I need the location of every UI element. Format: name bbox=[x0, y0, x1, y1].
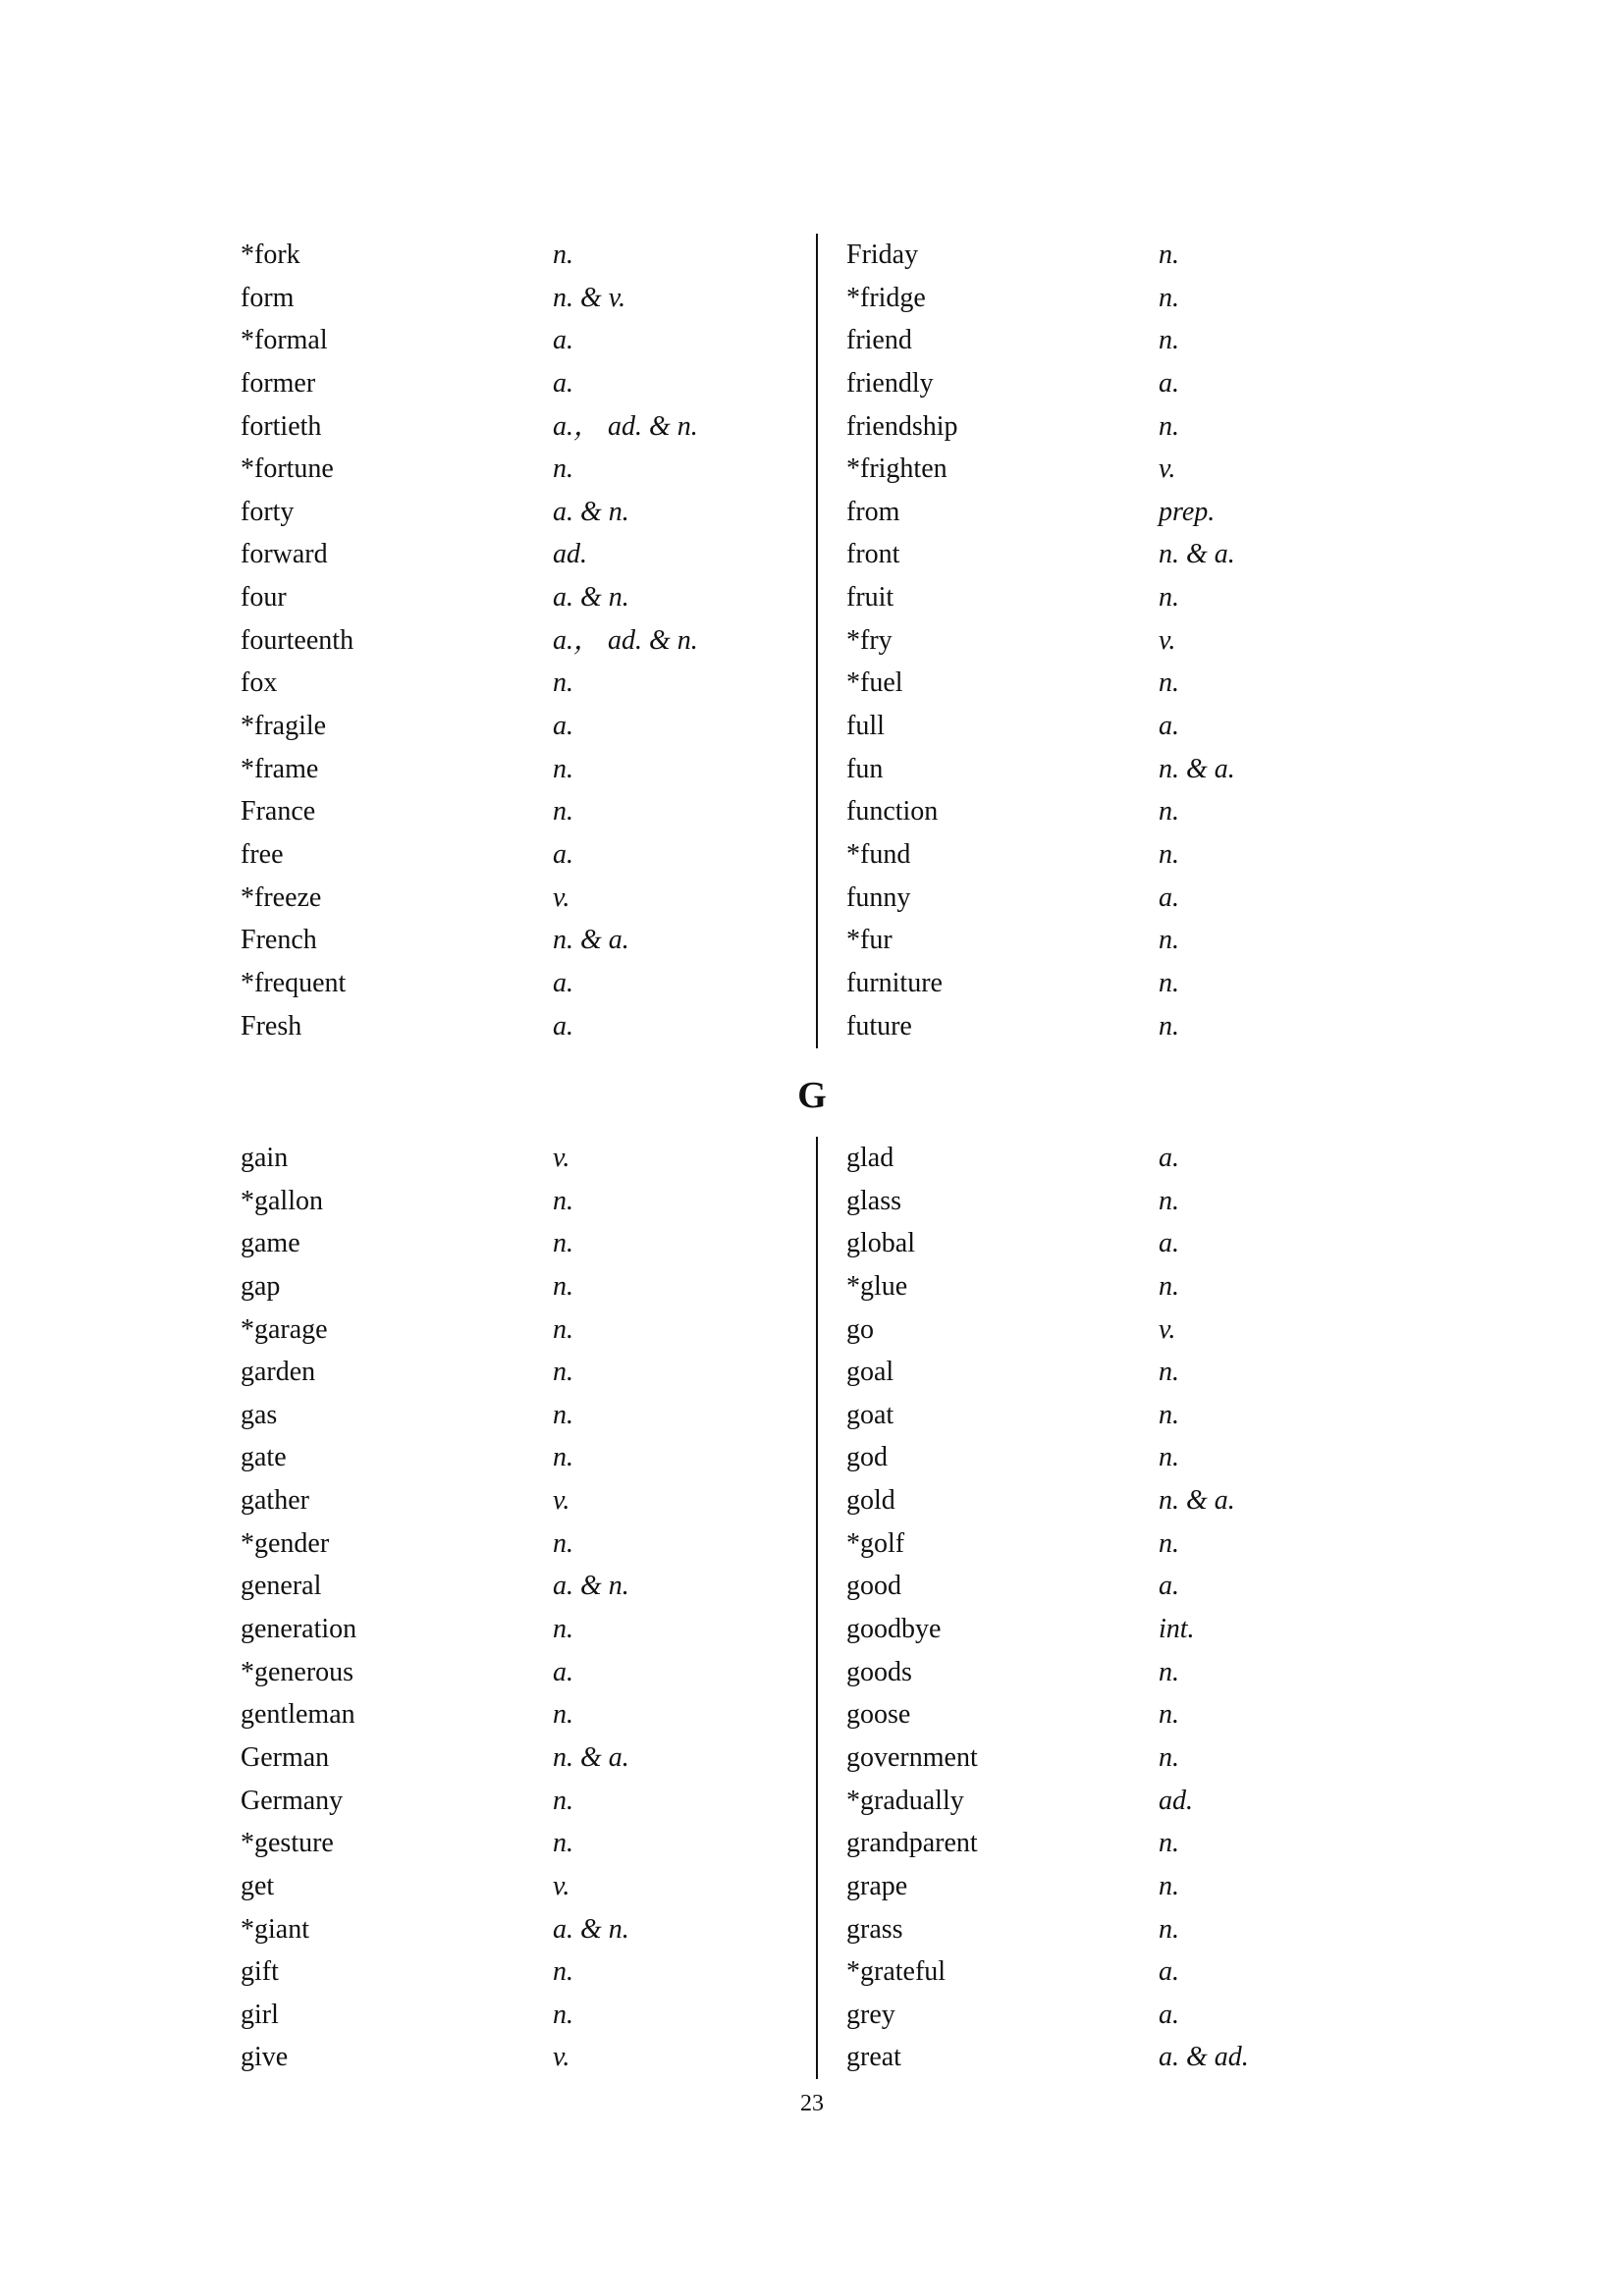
entry-part-of-speech: n. bbox=[1159, 796, 1179, 828]
entry-part-of-speech: v. bbox=[553, 1143, 570, 1173]
entry-word: friendship bbox=[846, 410, 958, 442]
entry-part-of-speech: n. bbox=[553, 1442, 573, 1473]
entry-word: *frame bbox=[241, 753, 319, 784]
entry-word: *giant bbox=[241, 1913, 309, 1945]
entry-part-of-speech: n. bbox=[553, 1357, 573, 1388]
left-column bbox=[241, 1137, 702, 2079]
entry-part-of-speech: a. bbox=[553, 367, 573, 399]
vocab-entry bbox=[241, 362, 702, 405]
entry-word: good bbox=[846, 1571, 901, 1602]
vocab-entry bbox=[846, 362, 1308, 405]
entry-word: goods bbox=[846, 1656, 912, 1687]
entry-word: former bbox=[241, 367, 316, 399]
entry-word: front bbox=[846, 539, 900, 570]
vocab-entry bbox=[846, 662, 1308, 705]
entry-part-of-speech: v. bbox=[553, 1485, 570, 1517]
entry-word: fourteenth bbox=[241, 624, 354, 656]
vocab-entry bbox=[241, 1394, 702, 1437]
entry-word: fun bbox=[846, 753, 884, 784]
entry-part-of-speech: a. bbox=[1159, 1956, 1179, 1988]
entry-word: *fuel bbox=[846, 667, 903, 699]
vocab-entry bbox=[846, 319, 1308, 362]
entry-word: from bbox=[846, 496, 900, 527]
vocab-entry bbox=[846, 1736, 1308, 1780]
left-column bbox=[241, 234, 702, 1047]
entry-part-of-speech: a. & n. bbox=[553, 1913, 629, 1945]
entry-part-of-speech: n. bbox=[1159, 240, 1179, 270]
vocab-entry bbox=[846, 1180, 1308, 1223]
vocab-entry bbox=[241, 1780, 702, 1823]
entry-part-of-speech: a. bbox=[553, 1010, 573, 1041]
entry-part-of-speech: n. bbox=[1159, 1741, 1179, 1773]
entry-part-of-speech: n. bbox=[553, 796, 573, 828]
entry-part-of-speech: n. bbox=[1159, 1185, 1179, 1216]
entry-word: *gender bbox=[241, 1527, 330, 1559]
entry-part-of-speech: n. bbox=[553, 753, 573, 784]
entry-part-of-speech: n. bbox=[1159, 1527, 1179, 1559]
entry-word: form bbox=[241, 282, 295, 313]
entry-part-of-speech: n. bbox=[553, 1228, 573, 1259]
entry-word: *frequent bbox=[241, 967, 347, 998]
entry-part-of-speech: v. bbox=[553, 881, 570, 913]
entry-part-of-speech: n. bbox=[1159, 1656, 1179, 1687]
vocab-entry bbox=[241, 833, 702, 877]
entry-part-of-speech: int. bbox=[1159, 1614, 1195, 1645]
vocab-entry bbox=[846, 234, 1308, 277]
entry-word: god bbox=[846, 1442, 888, 1473]
vocabulary-section-f bbox=[241, 234, 1262, 1048]
entry-word: goose bbox=[846, 1699, 911, 1731]
entry-word: *grateful bbox=[846, 1956, 947, 1988]
entry-part-of-speech: a. bbox=[553, 325, 573, 356]
entry-word: four bbox=[241, 582, 287, 614]
entry-word: give bbox=[241, 2042, 289, 2073]
vocab-entry bbox=[241, 1436, 702, 1479]
entry-part-of-speech: n. bbox=[553, 454, 573, 485]
entry-part-of-speech: n. bbox=[553, 667, 573, 699]
vocab-entry bbox=[846, 1908, 1308, 1951]
entry-word: fox bbox=[241, 667, 278, 699]
entry-word: grass bbox=[846, 1913, 903, 1945]
entry-word: function bbox=[846, 796, 939, 828]
entry-part-of-speech: a. bbox=[1159, 1999, 1179, 2030]
entry-word: goal bbox=[846, 1357, 894, 1388]
entry-part-of-speech: v. bbox=[553, 1870, 570, 1901]
entry-word: gift bbox=[241, 1956, 279, 1988]
vocab-entry bbox=[241, 1180, 702, 1223]
entry-word: *generous bbox=[241, 1656, 354, 1687]
vocab-entry bbox=[846, 1608, 1308, 1651]
entry-word: *fragile bbox=[241, 711, 327, 742]
entry-part-of-speech: n. bbox=[553, 1313, 573, 1345]
entry-word: full bbox=[846, 711, 885, 742]
entry-part-of-speech: a. bbox=[1159, 1228, 1179, 1259]
vocab-entry bbox=[846, 1693, 1308, 1736]
vocab-entry bbox=[241, 1005, 702, 1048]
entry-part-of-speech: v. bbox=[553, 2042, 570, 2073]
entry-word: glass bbox=[846, 1185, 901, 1216]
entry-word: grandparent bbox=[846, 1828, 978, 1859]
entry-part-of-speech: v. bbox=[1159, 624, 1176, 656]
entry-part-of-speech: n. bbox=[553, 1828, 573, 1859]
vocab-entry bbox=[241, 1693, 702, 1736]
vocabulary-section-g bbox=[241, 1137, 1262, 2079]
right-column bbox=[846, 1137, 1308, 2079]
entry-part-of-speech: a. bbox=[553, 838, 573, 870]
entry-part-of-speech: a. bbox=[553, 1656, 573, 1687]
entry-word: free bbox=[241, 838, 284, 870]
vocab-entry bbox=[241, 877, 702, 920]
entry-word: furniture bbox=[846, 967, 943, 998]
entry-word: *fork bbox=[241, 240, 300, 270]
vocab-entry bbox=[846, 1950, 1308, 1994]
entry-word: *fry bbox=[846, 624, 893, 656]
entry-part-of-speech: n. bbox=[553, 1185, 573, 1216]
entry-part-of-speech: n. bbox=[1159, 1442, 1179, 1473]
entry-word: *formal bbox=[241, 325, 328, 356]
entry-word: grey bbox=[846, 1999, 895, 2030]
entry-word: *fur bbox=[846, 925, 893, 956]
entry-word: *garage bbox=[241, 1313, 328, 1345]
vocab-entry bbox=[241, 533, 702, 576]
vocab-entry bbox=[846, 277, 1308, 320]
entry-part-of-speech: prep. bbox=[1159, 496, 1216, 527]
vocab-entry bbox=[846, 405, 1308, 449]
column-divider bbox=[816, 234, 818, 1048]
entry-part-of-speech: a. bbox=[1159, 711, 1179, 742]
entry-part-of-speech: n. bbox=[1159, 582, 1179, 614]
entry-word: *gallon bbox=[241, 1185, 323, 1216]
entry-word: gas bbox=[241, 1399, 278, 1430]
entry-part-of-speech: a. & n. bbox=[553, 496, 629, 527]
vocab-entry bbox=[241, 790, 702, 833]
entry-word: *fund bbox=[846, 838, 911, 870]
entry-part-of-speech: n. bbox=[1159, 1010, 1179, 1041]
entry-part-of-speech: n. bbox=[553, 1999, 573, 2030]
vocab-entry bbox=[241, 919, 702, 962]
vocab-entry bbox=[846, 1222, 1308, 1265]
entry-part-of-speech: n. bbox=[553, 1614, 573, 1645]
entry-word: fruit bbox=[846, 582, 894, 614]
entry-part-of-speech: n. bbox=[553, 1785, 573, 1816]
vocab-entry bbox=[241, 1950, 702, 1994]
entry-part-of-speech: n. bbox=[1159, 282, 1179, 313]
vocab-entry bbox=[241, 405, 702, 449]
entry-part-of-speech: n. & a. bbox=[1159, 539, 1235, 570]
entry-word: gap bbox=[241, 1270, 281, 1302]
vocab-entry bbox=[846, 705, 1308, 748]
entry-part-of-speech: a. & ad. bbox=[1159, 2042, 1249, 2073]
vocab-entry bbox=[241, 1908, 702, 1951]
entry-part-of-speech: n. bbox=[1159, 1399, 1179, 1430]
entry-part-of-speech: n. & v. bbox=[553, 282, 626, 313]
entry-part-of-speech: a. & n. bbox=[553, 1571, 629, 1602]
entry-part-of-speech: n. bbox=[1159, 967, 1179, 998]
vocab-entry bbox=[846, 1522, 1308, 1566]
vocab-entry bbox=[846, 1780, 1308, 1823]
entry-part-of-speech: n. bbox=[553, 1399, 573, 1430]
vocab-entry bbox=[241, 576, 702, 619]
entry-word: great bbox=[846, 2042, 901, 2073]
entry-part-of-speech: a. bbox=[1159, 1143, 1179, 1173]
vocab-entry bbox=[241, 1822, 702, 1865]
entry-part-of-speech: n. & a. bbox=[553, 925, 629, 956]
entry-part-of-speech: v. bbox=[1159, 1313, 1176, 1345]
section-heading-g: G bbox=[797, 1075, 827, 1116]
entry-part-of-speech: a. bbox=[1159, 881, 1179, 913]
vocab-entry bbox=[846, 2036, 1308, 2079]
entry-part-of-speech: n. bbox=[1159, 1913, 1179, 1945]
entry-word: game bbox=[241, 1228, 300, 1259]
entry-word: general bbox=[241, 1571, 322, 1602]
entry-part-of-speech: a. bbox=[553, 711, 573, 742]
vocab-entry bbox=[241, 705, 702, 748]
entry-part-of-speech: a. bbox=[1159, 1571, 1179, 1602]
vocab-entry bbox=[846, 1651, 1308, 1694]
entry-part-of-speech: n. & a. bbox=[1159, 753, 1235, 784]
vocab-entry bbox=[846, 1994, 1308, 2037]
vocab-entry bbox=[846, 448, 1308, 491]
entry-word: gate bbox=[241, 1442, 287, 1473]
entry-word: glad bbox=[846, 1143, 894, 1173]
vocab-entry bbox=[846, 1005, 1308, 1048]
entry-part-of-speech: n. bbox=[1159, 838, 1179, 870]
entry-word: forty bbox=[241, 496, 295, 527]
vocab-entry bbox=[241, 1651, 702, 1694]
entry-word: gather bbox=[241, 1485, 309, 1517]
entry-word: *gesture bbox=[241, 1828, 334, 1859]
vocab-entry bbox=[846, 833, 1308, 877]
entry-word: Germany bbox=[241, 1785, 344, 1816]
entry-word: future bbox=[846, 1010, 912, 1041]
column-divider bbox=[816, 1137, 818, 2079]
vocab-entry bbox=[241, 1351, 702, 1394]
entry-word: *glue bbox=[846, 1270, 908, 1302]
vocab-entry bbox=[241, 619, 702, 663]
entry-word: *frighten bbox=[846, 454, 947, 485]
vocab-entry bbox=[846, 877, 1308, 920]
vocab-entry bbox=[241, 1308, 702, 1352]
vocab-entry bbox=[241, 491, 702, 534]
entry-part-of-speech: n. bbox=[1159, 410, 1179, 442]
entry-part-of-speech: n. bbox=[1159, 1828, 1179, 1859]
entry-part-of-speech: n. & a. bbox=[1159, 1485, 1235, 1517]
entry-word: forward bbox=[241, 539, 328, 570]
entry-word: garden bbox=[241, 1357, 316, 1388]
vocab-entry bbox=[846, 1351, 1308, 1394]
entry-part-of-speech: a. bbox=[1159, 367, 1179, 399]
entry-part-of-speech: n. bbox=[1159, 325, 1179, 356]
vocab-entry bbox=[241, 1608, 702, 1651]
vocab-entry bbox=[846, 1265, 1308, 1308]
entry-part-of-speech: ad. bbox=[553, 539, 587, 570]
entry-word: Fresh bbox=[241, 1010, 302, 1041]
vocab-entry bbox=[846, 619, 1308, 663]
entry-word: *gradually bbox=[846, 1785, 964, 1816]
entry-word: friend bbox=[846, 325, 912, 356]
entry-word: gain bbox=[241, 1143, 289, 1173]
entry-part-of-speech: n. bbox=[1159, 1870, 1179, 1901]
entry-part-of-speech: n. bbox=[553, 1956, 573, 1988]
entry-part-of-speech: v. bbox=[1159, 454, 1176, 485]
right-column bbox=[846, 234, 1308, 1047]
entry-word: *freeze bbox=[241, 881, 322, 913]
vocab-entry bbox=[846, 533, 1308, 576]
vocab-entry bbox=[241, 962, 702, 1005]
entry-part-of-speech: n. bbox=[1159, 1270, 1179, 1302]
page-number: 23 bbox=[800, 2091, 824, 2116]
entry-word: go bbox=[846, 1313, 874, 1345]
vocab-entry bbox=[846, 1479, 1308, 1522]
entry-word: goat bbox=[846, 1399, 894, 1430]
entry-part-of-speech: n. bbox=[553, 240, 573, 270]
entry-word: generation bbox=[241, 1614, 357, 1645]
vocab-entry bbox=[241, 748, 702, 791]
vocab-entry bbox=[241, 1565, 702, 1608]
vocab-entry bbox=[846, 491, 1308, 534]
vocab-entry bbox=[241, 1522, 702, 1566]
vocab-entry bbox=[241, 1265, 702, 1308]
vocab-entry bbox=[846, 748, 1308, 791]
entry-word: French bbox=[241, 925, 317, 956]
entry-word: global bbox=[846, 1228, 915, 1259]
entry-word: grape bbox=[846, 1870, 908, 1901]
vocab-entry bbox=[846, 576, 1308, 619]
entry-part-of-speech: n. bbox=[1159, 667, 1179, 699]
entry-part-of-speech: n. bbox=[553, 1527, 573, 1559]
entry-word: *golf bbox=[846, 1527, 905, 1559]
entry-part-of-speech: a. bbox=[553, 967, 573, 998]
entry-part-of-speech: n. & a. bbox=[553, 1741, 629, 1773]
entry-word: girl bbox=[241, 1999, 279, 2030]
vocab-entry bbox=[846, 1436, 1308, 1479]
entry-part-of-speech: n. bbox=[553, 1270, 573, 1302]
entry-word: France bbox=[241, 796, 316, 828]
vocab-entry bbox=[241, 1865, 702, 1908]
entry-word: German bbox=[241, 1741, 330, 1773]
entry-word: gold bbox=[846, 1485, 895, 1517]
entry-part-of-speech: a. & n. bbox=[553, 582, 629, 614]
entry-part-of-speech: a.， ad. & n. bbox=[553, 624, 698, 656]
entry-part-of-speech: a.， ad. & n. bbox=[553, 410, 698, 442]
vocab-entry bbox=[241, 662, 702, 705]
entry-word: funny bbox=[846, 881, 911, 913]
vocab-entry bbox=[846, 962, 1308, 1005]
vocab-entry bbox=[241, 2036, 702, 2079]
entry-word: Friday bbox=[846, 240, 919, 270]
vocab-entry bbox=[846, 790, 1308, 833]
entry-part-of-speech: n. bbox=[553, 1699, 573, 1731]
entry-word: *fridge bbox=[846, 282, 926, 313]
entry-word: fortieth bbox=[241, 410, 322, 442]
vocab-entry bbox=[241, 1137, 702, 1180]
entry-word: *fortune bbox=[241, 454, 334, 485]
entry-word: friendly bbox=[846, 367, 934, 399]
entry-word: get bbox=[241, 1870, 275, 1901]
vocab-entry bbox=[846, 1308, 1308, 1352]
vocab-entry bbox=[241, 1222, 702, 1265]
vocab-entry bbox=[241, 234, 702, 277]
vocab-entry bbox=[241, 319, 702, 362]
vocab-entry bbox=[846, 919, 1308, 962]
vocab-entry bbox=[241, 1994, 702, 2037]
vocab-entry bbox=[241, 1736, 702, 1780]
entry-part-of-speech: n. bbox=[1159, 1357, 1179, 1388]
vocab-entry bbox=[846, 1822, 1308, 1865]
vocab-entry bbox=[846, 1565, 1308, 1608]
entry-part-of-speech: n. bbox=[1159, 925, 1179, 956]
vocab-entry bbox=[846, 1865, 1308, 1908]
entry-part-of-speech: ad. bbox=[1159, 1785, 1193, 1816]
vocab-entry bbox=[241, 448, 702, 491]
vocab-entry bbox=[241, 277, 702, 320]
entry-word: government bbox=[846, 1741, 978, 1773]
entry-word: goodbye bbox=[846, 1614, 942, 1645]
entry-part-of-speech: n. bbox=[1159, 1699, 1179, 1731]
vocab-entry bbox=[241, 1479, 702, 1522]
vocab-entry bbox=[846, 1137, 1308, 1180]
vocab-entry bbox=[846, 1394, 1308, 1437]
entry-word: gentleman bbox=[241, 1699, 355, 1731]
